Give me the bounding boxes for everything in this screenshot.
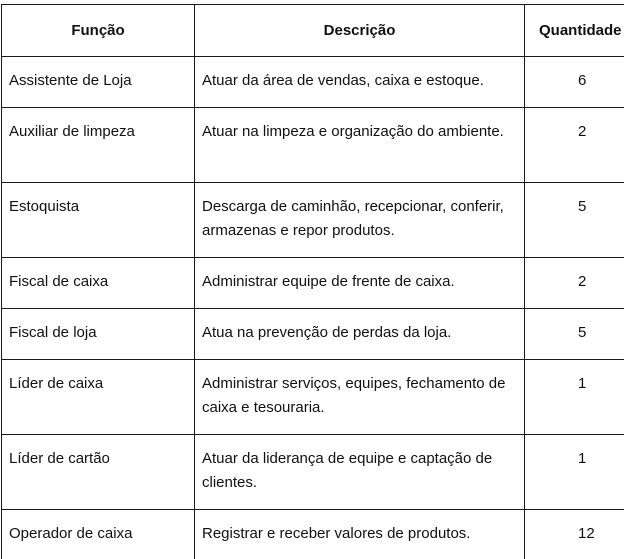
cell-funcao: Operador de caixa xyxy=(2,510,195,559)
cell-descricao: Descarga de caminhão, recepcionar, conferir, armazenas e repor produtos. xyxy=(195,183,525,258)
header-funcao: Função xyxy=(2,5,195,57)
table-row xyxy=(2,435,624,510)
cell-funcao: Assistente de Loja xyxy=(2,57,195,108)
cell-funcao: Líder de cartão xyxy=(2,435,195,510)
table-row xyxy=(2,360,624,435)
cell-quantidade: 1 xyxy=(525,435,624,510)
cell-funcao: Auxiliar de limpeza xyxy=(2,108,195,183)
cell-descricao: Atuar da liderança de equipe e captação de clientes. xyxy=(195,435,525,510)
cell-quantidade: 12 xyxy=(525,510,624,559)
cell-quantidade: 1 xyxy=(525,360,624,435)
header-descricao: Descrição xyxy=(195,5,525,57)
table-row xyxy=(2,57,624,108)
table-row xyxy=(2,108,624,183)
cell-quantidade: 6 xyxy=(525,57,624,108)
cell-descricao: Atuar na limpeza e organização do ambiente. xyxy=(195,108,525,183)
cell-quantidade: 5 xyxy=(525,309,624,360)
cell-funcao: Fiscal de loja xyxy=(2,309,195,360)
cell-funcao: Fiscal de caixa xyxy=(2,258,195,309)
cell-quantidade: 2 xyxy=(525,108,624,183)
table-row xyxy=(2,510,624,559)
roles-table xyxy=(1,4,624,559)
cell-descricao: Administrar serviços, equipes, fechamento de caixa e tesouraria. xyxy=(195,360,525,435)
cell-funcao: Estoquista xyxy=(2,183,195,258)
cell-descricao: Atuar da área de vendas, caixa e estoque. xyxy=(195,57,525,108)
cell-descricao: Registrar e receber valores de produtos. xyxy=(195,510,525,559)
cell-quantidade: 5 xyxy=(525,183,624,258)
header-quantidade: Quantidade xyxy=(525,5,624,57)
cell-quantidade: 2 xyxy=(525,258,624,309)
header-row xyxy=(2,5,624,57)
table-row xyxy=(2,183,624,258)
table-row xyxy=(2,258,624,309)
table-row xyxy=(2,309,624,360)
cell-descricao: Atua na prevenção de perdas da loja. xyxy=(195,309,525,360)
cell-funcao: Líder de caixa xyxy=(2,360,195,435)
cell-descricao: Administrar equipe de frente de caixa. xyxy=(195,258,525,309)
